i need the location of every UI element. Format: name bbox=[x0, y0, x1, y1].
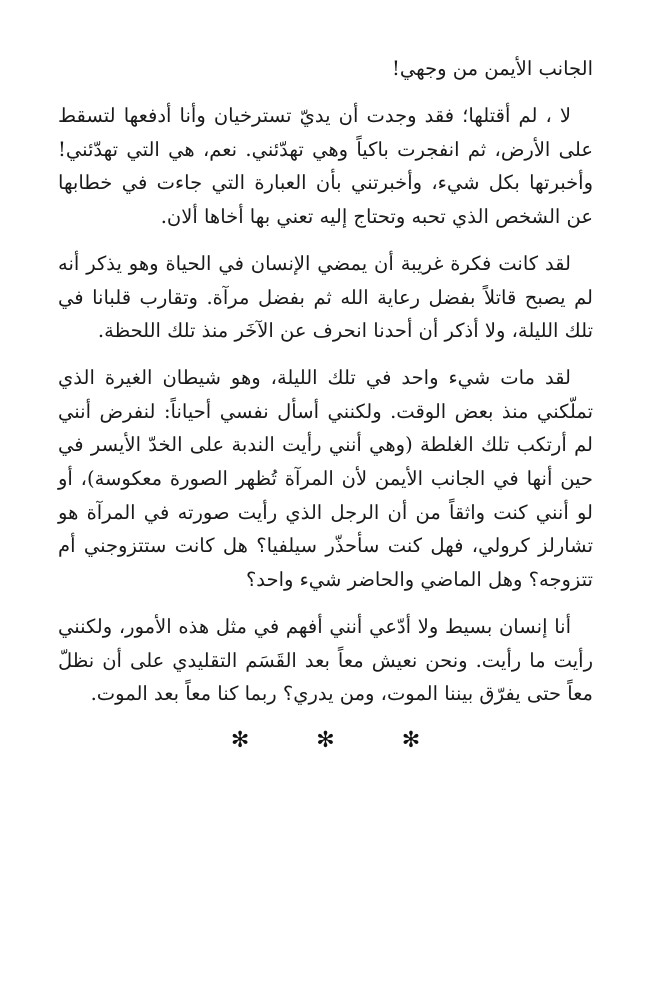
paragraph-4: لقد مات شيء واحد في تلك الليلة، وهو شيطان الغيرة الذي تملّكني منذ بعض الوقت. ولكنني أسأل نفسي أحياناً: لنفرض أنني لم أرتكب تلك الغلطة (وهي أنني رأيت الندبة على الخدّ الأيسر في حين أنها في الجانب الأيمن لأن المرآة تُظهر الصورة معكوسة)، أو لو أنني كنت واثقاً من أن الرجل الذي رأيت صورته في المرآة هو تشارلز كرولي، فهل كنت سأحذّر سيلفيا؟ هل كانت ستتزوجني أم تتزوجه؟ وهل الماضي والحاضر شيء واحد؟ bbox=[58, 366, 594, 591]
section-separator: ✻ ✻ ✻ bbox=[230, 728, 451, 754]
book-page bbox=[58, 52, 593, 970]
paragraph-5: أنا إنسان بسيط ولا أدّعي أنني أفهم في مثل هذه الأمور، ولكنني رأيت ما رأيت. ونحن نعيش معاً بعد القَسَم التقليدي على أن نظلّ معاً حتى يفرّق بيننا الموت، ومن يدري؟ ربما كنا معاً بعد الموت. bbox=[58, 614, 593, 706]
paragraph-3: لقد كانت فكرة غريبة أن يمضي الإنسان في الحياة وهو يذكر أنه لم يصبح قاتلاً بفضل رعاية الله ثم بفضل مرآة. وتقارب قلبانا في تلك الليلة، ولا أذكر أن أحدنا انحرف عن الآخَر منذ تلك اللحظة. bbox=[58, 251, 593, 343]
paragraph-1: الجانب الأيمن من وجهي! bbox=[392, 57, 593, 80]
paragraph-2: لا ، لم أقتلها؛ فقد وجدت أن يديّ تسترخيان وأنا أدفعها لتسقط على الأرض، ثم انفجرت باكياً وهي تهدّئني. نعم، هي التي تهدّئني! وأخبرتها بكل شيء، وأخبرتني بأن العبارة التي جاءت في خطابها عن الشخص الذي تحبه وتحتاج إليه تعني بها أخاها ألان. bbox=[58, 104, 593, 228]
